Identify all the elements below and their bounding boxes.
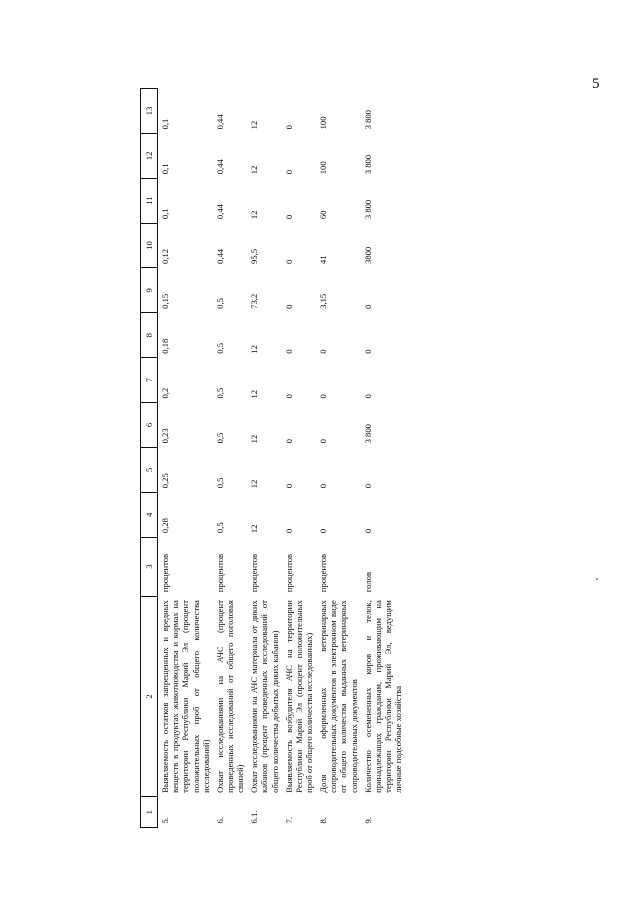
- indicator-name-cell: Выявляемость остатков запрещенных и вредных веществ в продуктах животноводства и кормах на территории Республики Марий Эл (процент положительных проб от общего количества исследований): [160, 600, 211, 793]
- indicator-name-cell: Охват исследованиями на АЧС (процент проведенных исследований от общего поголовья свиней): [214, 600, 246, 793]
- value-cell: 0,2: [160, 387, 171, 399]
- unit-cell: голов: [362, 572, 373, 593]
- value-cell: 0,5: [214, 298, 225, 309]
- value-cell: 0,25: [160, 473, 171, 489]
- header-cell: 1: [141, 797, 158, 828]
- value-cell: 0,44: [214, 204, 225, 220]
- value-cell: 0,1: [160, 163, 171, 175]
- value-cell: 0: [283, 483, 294, 489]
- value-cell: 0: [318, 439, 329, 444]
- value-cell: 0,12: [160, 248, 171, 264]
- value-cell: 0: [362, 304, 373, 309]
- value-cell: 73,2: [249, 293, 260, 309]
- header-cell: 8: [141, 313, 158, 358]
- value-cell: 0,23: [160, 428, 171, 444]
- value-cell: 100: [318, 161, 329, 175]
- value-cell: 0,1: [160, 118, 171, 130]
- indicator-name-cell: Охват исследованиями на АЧС материала от диких кабанов (процент проведенных исследований от общего количества добытых диких кабанов): [249, 600, 280, 793]
- value-cell: 0: [283, 439, 294, 444]
- table-sheet: [140, 88, 530, 828]
- value-cell: 60: [318, 210, 329, 220]
- page-number: 5: [592, 76, 600, 92]
- value-cell: 0: [283, 259, 294, 264]
- value-cell: 3 800: [362, 424, 373, 444]
- value-cell: 0,1: [160, 208, 171, 220]
- table-row: [247, 89, 281, 828]
- row-number-cell: 5.: [160, 817, 171, 824]
- value-cell: 0,18: [160, 338, 171, 354]
- value-cell: 95,5: [249, 248, 260, 264]
- value-cell: 0: [283, 528, 294, 534]
- value-cell: 12: [249, 389, 260, 399]
- indicators-table: [140, 88, 405, 828]
- header-cell: 11: [141, 178, 158, 223]
- value-cell: 0: [283, 304, 294, 309]
- row-number-cell: 7.: [283, 817, 294, 824]
- row-number-cell: 6.1.: [249, 810, 260, 824]
- indicator-name-cell: Количество осемененных коров и телок, принадлежащих гражданам, проживающим на территории Республики Марий Эл, ведущим личные подсобные хозяйства: [362, 600, 404, 793]
- value-cell: 0,44: [214, 248, 225, 264]
- header-cell: 5: [141, 447, 158, 492]
- table-row: [316, 89, 361, 828]
- header-cell: 6: [141, 403, 158, 448]
- value-cell: 12: [249, 165, 260, 175]
- value-cell: 0: [362, 528, 373, 534]
- value-cell: 0: [362, 483, 373, 489]
- value-cell: 0,5: [214, 477, 225, 489]
- value-cell: 12: [249, 479, 260, 489]
- value-cell: 0: [318, 528, 329, 534]
- scan-speck: [596, 578, 598, 580]
- header-cell: 10: [141, 223, 158, 268]
- value-cell: 0: [318, 394, 329, 399]
- unit-cell: процентов: [249, 553, 260, 593]
- value-cell: 0,5: [214, 432, 225, 444]
- row-number-cell: 9.: [362, 817, 373, 824]
- header-cell: 9: [141, 268, 158, 313]
- value-cell: 0,28: [160, 518, 171, 534]
- row-number-cell: 6.: [214, 817, 225, 824]
- value-cell: 0: [283, 214, 294, 220]
- unit-cell: процентов: [283, 553, 294, 593]
- header-cell: 12: [141, 133, 158, 178]
- table-row: [213, 89, 247, 828]
- value-cell: 0,5: [214, 522, 225, 534]
- value-cell: 0,44: [214, 114, 225, 130]
- value-cell: 12: [249, 120, 260, 130]
- value-cell: 0: [283, 349, 294, 354]
- table-row: [158, 89, 213, 828]
- header-cell: 4: [141, 492, 158, 537]
- value-cell: 12: [249, 434, 260, 444]
- value-cell: 0: [362, 349, 373, 354]
- table-row: [282, 89, 316, 828]
- value-cell: 3 800: [362, 154, 373, 175]
- value-cell: 3,15: [318, 293, 329, 309]
- indicator-name-cell: Выявляемость возбудителя АЧС на территории Республики Марий Эл (процент положительных проб от общего количества исследованных): [283, 600, 314, 793]
- value-cell: 0,5: [214, 342, 225, 354]
- rotated-table-area: [140, 88, 530, 828]
- unit-cell: процентов: [214, 553, 225, 593]
- table-body: [158, 89, 406, 828]
- value-cell: 12: [249, 210, 260, 220]
- value-cell: 0,15: [160, 293, 171, 309]
- unit-cell: процентов: [160, 553, 171, 593]
- value-cell: 3 800: [362, 199, 373, 220]
- unit-cell: процентов: [318, 553, 329, 593]
- value-cell: 0: [283, 125, 294, 130]
- value-cell: 0,5: [214, 387, 225, 399]
- value-cell: 0,44: [214, 159, 225, 175]
- header-cell: 7: [141, 358, 158, 403]
- value-cell: 41: [318, 255, 329, 264]
- value-cell: 0: [318, 483, 329, 489]
- header-cell: 2: [141, 596, 158, 797]
- value-cell: 0: [283, 169, 294, 175]
- header-cell: 3: [141, 537, 158, 596]
- value-cell: 0: [283, 394, 294, 399]
- value-cell: 3 800: [362, 110, 373, 130]
- value-cell: 12: [249, 345, 260, 354]
- value-cell: 100: [318, 116, 329, 130]
- row-number-cell: 8.: [318, 817, 329, 824]
- value-cell: 0: [318, 349, 329, 354]
- indicator-name-cell: Доля оформленных ветеринарных сопроводительных документов в электронном виде от общего количества выданных ветеринарных сопроводительных документов: [318, 600, 359, 793]
- value-cell: 12: [249, 524, 260, 534]
- header-cell: 13: [141, 89, 158, 134]
- table-header-row: [141, 89, 158, 828]
- value-cell: 0: [362, 394, 373, 399]
- value-cell: 3800: [362, 246, 373, 264]
- table-row: [361, 89, 406, 828]
